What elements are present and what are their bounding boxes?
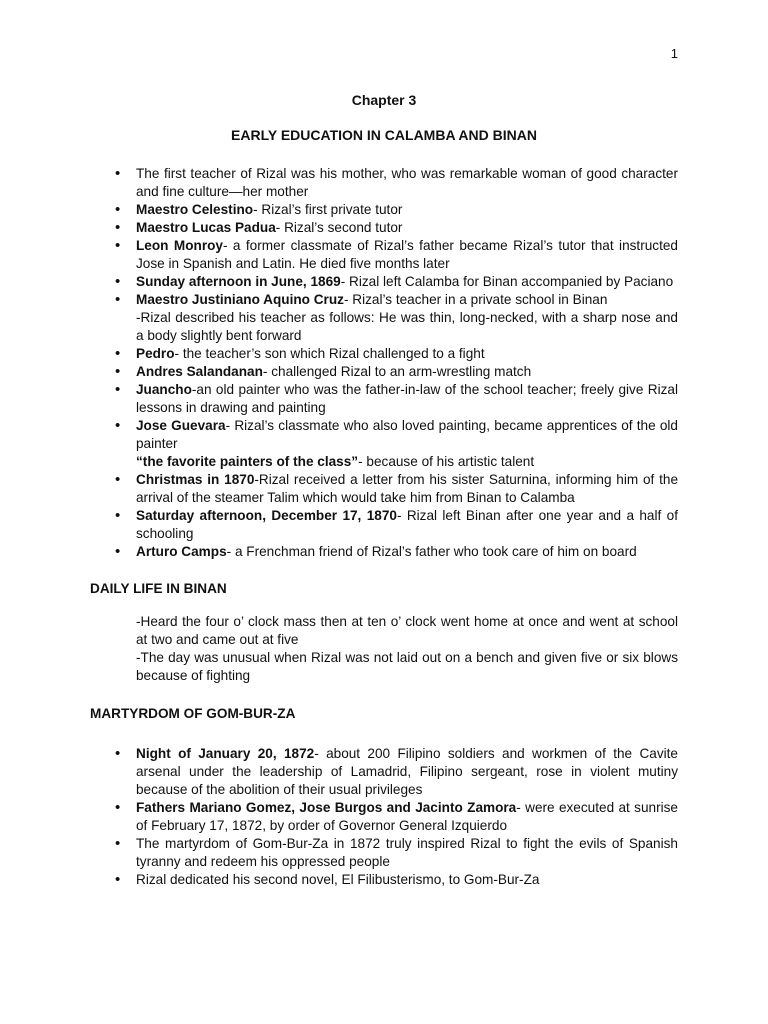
paragraph: -Heard the four o’ clock mass then at ten o’ clock went home at once and went at school at two and came out at five [136,614,678,647]
section-heading-daily-life: DAILY LIFE IN BINAN [90,581,227,596]
list-item: • Arturo Camps- a Frenchman friend of Rizal’s father who took care of him on board [136,543,678,561]
page-title: EARLY EDUCATION IN CALAMBA AND BINAN [231,127,537,143]
list-item: • The martyrdom of Gom-Bur-Za in 1872 truly inspired Rizal to fight the evils of Spanish tyranny and redeem his oppressed people [136,835,678,871]
list-item: • Christmas in 1870-Rizal received a letter from his sister Saturnina, informing him of the arrival of the steamer Talim which would take him from Binan to Calamba [136,471,678,507]
daily-life-text [0,613,768,685]
list-item: • Juancho-an old painter who was the father-in-law of the school teacher; freely give Rizal lessons in drawing and painting [136,381,678,417]
list-item: • Rizal dedicated his second novel, El Filibusterismo, to Gom-Bur-Za [136,871,678,889]
list-item: • The first teacher of Rizal was his mother, who was remarkable woman of good character and fine culture—her mother [136,165,678,201]
chapter-heading: Chapter 3 [351,92,417,108]
intro-bullet-list [0,165,768,561]
list-item: • Maestro Lucas Padua- Rizal’s second tutor [136,219,678,237]
list-item: • Maestro Celestino- Rizal’s first private tutor [136,201,678,219]
list-item: • Saturday afternoon, December 17, 1870- Rizal left Binan after one year and a half of schooling [136,507,678,543]
paragraph: -The day was unusual when Rizal was not laid out on a bench and given five or six blows because of fighting [136,650,678,683]
list-item: • Pedro- the teacher’s son which Rizal challenged to a fight [136,345,678,363]
list-item: • Andres Salandanan- challenged Rizal to an arm-wrestling match [136,363,678,381]
list-item: • Fathers Mariano Gomez, Jose Burgos and Jacinto Zamora- were executed at sunrise of February 17, 1872, by order of Governor General Izquierdo [136,799,678,835]
document-body [0,165,768,889]
list-item: • Jose Guevara- Rizal’s classmate who also loved painting, became apprentices of the old painter “the favorite painters of the class”- because of his artistic talent [136,417,678,471]
list-item: • Night of January 20, 1872- about 200 Filipino soldiers and workmen of the Cavite arsenal under the leadership of Lamadrid, Filipino sergeant, rose in violent mutiny because of the abolition of their usual privileges [136,745,678,799]
martyrdom-bullet-list [0,745,768,889]
list-item: • Maestro Justiniano Aquino Cruz- Rizal’s teacher in a private school in Binan -Rizal described his teacher as follows: He was thin, long-necked, with a sharp nose and a body slightly bent forward [136,291,678,345]
section-heading-martyrdom: MARTYRDOM OF GOM-BUR-ZA [90,706,296,721]
list-item: • Sunday afternoon in June, 1869- Rizal left Calamba for Binan accompanied by Paciano [136,273,678,291]
page-number: 1 [670,46,678,61]
list-item: • Leon Monroy- a former classmate of Rizal’s father became Rizal’s tutor that instructed Jose in Spanish and Latin. He died five months later [136,237,678,273]
